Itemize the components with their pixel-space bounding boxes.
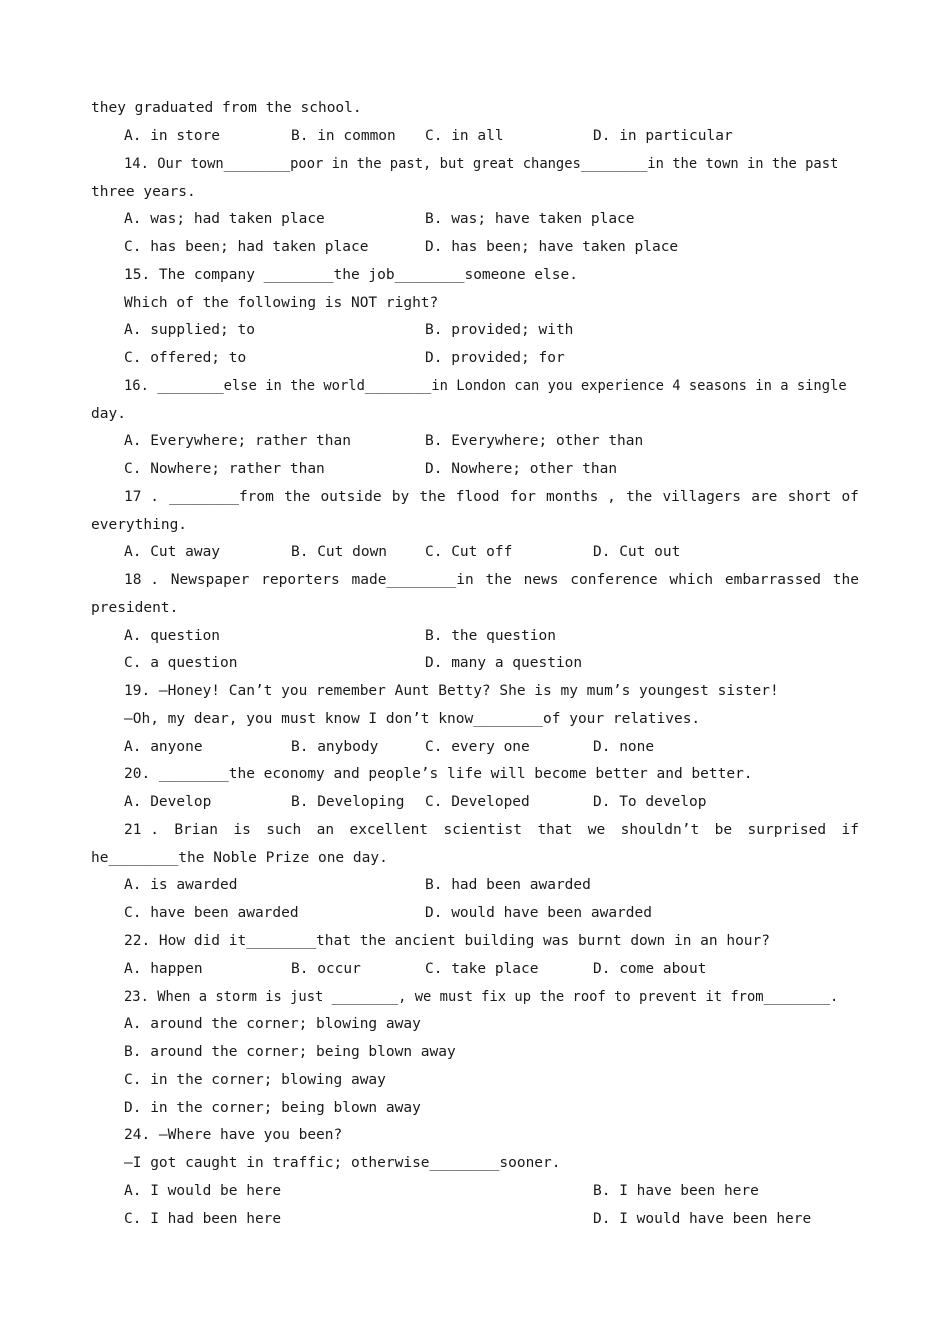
q16-continuation: day. — [91, 406, 126, 422]
q14-option-d: D. has been; have taken place — [425, 239, 679, 255]
q17-option-b: B. Cut down — [291, 544, 388, 560]
q17-word: are — [751, 489, 778, 505]
q18-word: made________in — [351, 572, 474, 588]
q21-word: is — [233, 822, 251, 838]
q20-option-d: D. To develop — [593, 794, 707, 810]
q17-word: ________from — [169, 489, 274, 505]
q21-word: such — [266, 822, 302, 838]
q19-option-c: C. every one — [425, 739, 530, 755]
q23-option-b: B. around the corner; being blown away — [124, 1044, 456, 1060]
q17-option-d: D. Cut out — [593, 544, 681, 560]
q16-option-a: A. Everywhere; rather than — [124, 433, 351, 449]
q18-word: embarrassed — [724, 572, 821, 588]
q19-reply: —Oh, my dear, you must know I don’t know________of your relatives. — [124, 711, 701, 727]
q23-option-a: A. around the corner; blowing away — [124, 1016, 421, 1032]
q23-option-c: C. in the corner; blowing away — [124, 1072, 386, 1088]
q18-option-a: A. question — [124, 628, 221, 644]
q17-word: the — [284, 489, 311, 505]
q20-stem: 20. ________the economy and people’s life will become better and better. — [124, 766, 753, 782]
q23-stem: 23. When a storm is just ________, we must fix up the roof to prevent it from________. — [124, 989, 839, 1005]
q20-option-c: C. Developed — [425, 794, 530, 810]
q21-word: 21 . — [124, 822, 159, 838]
q16-option-d: D. Nowhere; other than — [425, 461, 618, 477]
q15-option-a: A. supplied; to — [124, 322, 255, 338]
q17-word: outside — [320, 489, 382, 505]
q17-stem — [124, 487, 859, 507]
q21-stem — [124, 820, 859, 840]
q16-option-c: C. Nowhere; rather than — [124, 461, 325, 477]
q21-option-c: C. have been awarded — [124, 905, 299, 921]
q21-word: an — [316, 822, 335, 838]
q19-option-b: B. anybody — [291, 739, 379, 755]
q20-option-a: A. Develop — [124, 794, 212, 810]
q21-option-d: D. would have been awarded — [425, 905, 652, 921]
q18-word: which — [669, 572, 714, 588]
q24-option-c: C. I had been here — [124, 1211, 282, 1227]
q21-continuation: he________the Noble Prize one day. — [91, 850, 388, 866]
q24-option-d: D. I would have been here — [593, 1211, 812, 1227]
q21-word: excellent — [349, 822, 429, 838]
q22-option-b: B. occur — [291, 961, 361, 977]
q17-word: villagers — [662, 489, 742, 505]
q16-stem: 16. ________else in the world________in London can you experience 4 seasons in a single — [124, 378, 847, 394]
q19-option-d: D. none — [593, 739, 655, 755]
q21-word: shouldn’t — [620, 822, 700, 838]
q13-option-a: A. in store — [124, 128, 221, 144]
q21-word: scientist — [443, 822, 523, 838]
q15-option-d: D. provided; for — [425, 350, 565, 366]
q23-option-d: D. in the corner; being blown away — [124, 1100, 421, 1116]
q17-continuation: everything. — [91, 517, 188, 533]
q18-word: the — [832, 572, 859, 588]
q14-option-a: A. was; had taken place — [124, 211, 325, 227]
q21-word: we — [587, 822, 606, 838]
q18-option-c: C. a question — [124, 655, 238, 671]
q19-stem: 19. —Honey! Can’t you remember Aunt Betty? She is my mum’s youngest sister! — [124, 683, 779, 699]
q13-continuation: they graduated from the school. — [91, 100, 362, 116]
q21-option-b: B. had been awarded — [425, 877, 591, 893]
q24-option-a: A. I would be here — [124, 1183, 282, 1199]
q22-stem: 22. How did it________that the ancient building was burnt down in an hour? — [124, 933, 771, 949]
q15-stem: 15. The company ________the job________someone else. — [124, 267, 578, 283]
q15-option-c: C. offered; to — [124, 350, 247, 366]
q18-word: reporters — [261, 572, 340, 588]
q13-option-b: B. in common — [291, 128, 396, 144]
q17-word: for — [509, 489, 536, 505]
q21-word: that — [537, 822, 573, 838]
q21-option-a: A. is awarded — [124, 877, 238, 893]
q21-word: be — [714, 822, 733, 838]
q18-option-d: D. many a question — [425, 655, 583, 671]
q19-option-a: A. anyone — [124, 739, 203, 755]
q17-word: of — [841, 489, 859, 505]
q24-option-b: B. I have been here — [593, 1183, 759, 1199]
q17-option-c: C. Cut off — [425, 544, 513, 560]
q13-option-d: D. in particular — [593, 128, 733, 144]
q15-instruction: Which of the following is NOT right? — [124, 295, 439, 311]
q21-word: surprised — [747, 822, 827, 838]
q24-stem: 24. —Where have you been? — [124, 1127, 343, 1143]
q17-word: short — [787, 489, 832, 505]
q24-reply: —I got caught in traffic; otherwise________sooner. — [124, 1155, 561, 1171]
q17-word: the — [626, 489, 653, 505]
q17-word: 17 . — [124, 489, 159, 505]
q17-word: flood — [455, 489, 500, 505]
q13-option-c: C. in all — [425, 128, 504, 144]
q20-option-b: B. Developing — [291, 794, 405, 810]
q18-word: Newspaper — [170, 572, 250, 588]
q21-word: if — [841, 822, 859, 838]
q16-option-b: B. Everywhere; other than — [425, 433, 644, 449]
q18-word: 18 . — [124, 572, 159, 588]
q22-option-c: C. take place — [425, 961, 539, 977]
q14-continuation: three years. — [91, 184, 196, 200]
q18-stem — [124, 570, 859, 590]
q17-word: by — [391, 489, 410, 505]
q17-option-a: A. Cut away — [124, 544, 221, 560]
q22-option-a: A. happen — [124, 961, 203, 977]
q18-continuation: president. — [91, 600, 179, 616]
q22-option-d: D. come about — [593, 961, 707, 977]
q21-word: Brian — [174, 822, 218, 838]
q18-option-b: B. the question — [425, 628, 556, 644]
q18-word: the — [485, 572, 512, 588]
q18-word: conference — [570, 572, 658, 588]
q14-option-c: C. has been; had taken place — [124, 239, 369, 255]
q17-word: the — [419, 489, 446, 505]
q14-stem: 14. Our town________poor in the past, but great changes________in the town in the past — [124, 156, 839, 172]
q17-word: months , — [546, 489, 616, 505]
q18-word: news — [523, 572, 559, 588]
q14-option-b: B. was; have taken place — [425, 211, 635, 227]
q15-option-b: B. provided; with — [425, 322, 574, 338]
